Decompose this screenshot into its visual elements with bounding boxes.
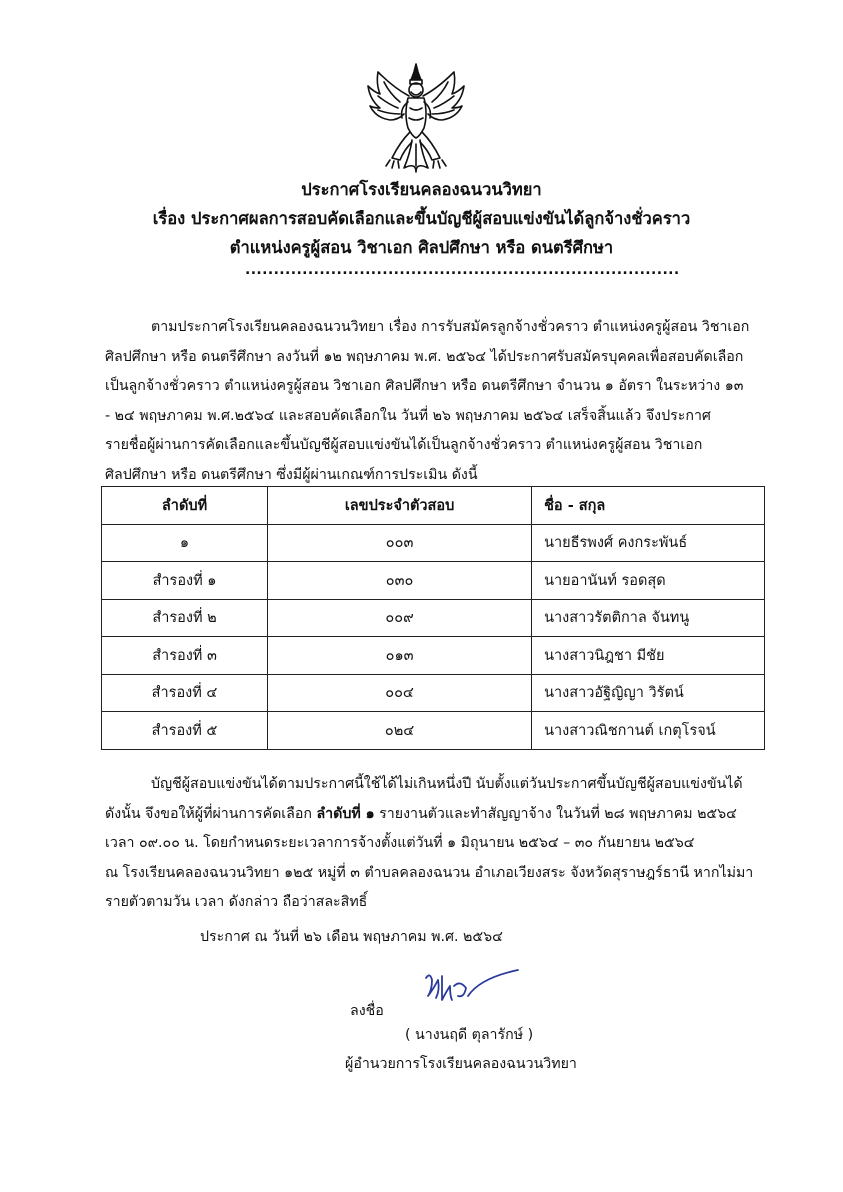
column-header-rank: ลำดับที่: [102, 487, 268, 525]
announcement-subject: เรื่อง ประกาศผลการสอบคัดเลือกและขึ้นบัญชีผู้สอบแข่งขันได้ลูกจ้างชั่วคราว: [152, 209, 691, 228]
cell-name: นายอานันท์ รอดสุด: [532, 562, 765, 600]
cell-name: นายธีรพงศ์ คงกระพันธ์: [532, 524, 765, 562]
results-table: [101, 486, 765, 750]
announcement-position: ตำแหน่งครูผู้สอน วิชาเอก ศิลปศึกษา หรือ ดนตรีศึกษา: [229, 238, 614, 257]
intro-line: รายชื่อผู้ผ่านการคัดเลือกและขึ้นบัญชีผู้สอบแข่งขันได้เป็นลูกจ้างชั่วคราว ตำแหน่งครูผู้สอน วิชาเอก: [105, 437, 703, 453]
closing-line: บัญชีผู้สอบแข่งขันได้ตามประกาศนี้ใช้ได้ไม่เกินหนึ่งปี นับตั้งแต่วันประกาศขึ้นบัญชีผู้สอบแข่งขันได้: [151, 776, 743, 792]
announce-date: ประกาศ ณ วันที่ ๒๖ เดือน พฤษภาคม พ.ศ. ๒๕๖๔: [200, 929, 503, 945]
garuda-emblem-icon: [364, 62, 468, 174]
closing-line: รายตัวตามวัน เวลา ดังกล่าว ถือว่าสละสิทธิ์: [105, 894, 368, 910]
intro-paragraph: [105, 313, 765, 490]
cell-rank: สำรองที่ ๑: [102, 562, 268, 600]
closing-line: [105, 800, 765, 830]
cell-exam-id: ๐๓๐: [268, 562, 532, 600]
column-header-name: ชื่อ - สกุล: [532, 487, 765, 525]
cell-name: นางสาวรัตติกาล จันทนู: [532, 599, 765, 637]
cell-exam-id: ๐๐๔: [268, 674, 532, 712]
intro-line: ศิลปศึกษา หรือ ดนตรีศึกษา ซึ่งมีผู้ผ่านเกณฑ์การประเมิน ดังนี้: [105, 466, 478, 483]
table-row: [102, 524, 765, 562]
signature-label: ลงชื่อ: [350, 1003, 384, 1019]
cell-rank: สำรองที่ ๒: [102, 599, 268, 637]
header-divider: ............................................................................: [245, 262, 680, 278]
table-row: [102, 599, 765, 637]
signer-name: ( นางนฤดี ตุลารักษ์ ): [405, 1027, 534, 1043]
closing-paragraph: [105, 770, 765, 918]
cell-exam-id: ๐๒๔: [268, 712, 532, 750]
closing-line: เวลา ๐๙.๐๐ น. โดยกำหนดระยะเวลาการจ้างตั้งแต่วันที่ ๑ มิถุนายน ๒๕๖๔ – ๓๐ กันยายน ๒๕๖๔: [105, 835, 695, 851]
cell-exam-id: ๐๑๓: [268, 637, 532, 675]
cell-rank: สำรองที่ ๔: [102, 674, 268, 712]
table-header-row: [102, 487, 765, 525]
table-row: [102, 637, 765, 675]
signer-position: ผู้อำนวยการโรงเรียนคลองฉนวนวิทยา: [345, 1056, 577, 1072]
cell-rank: สำรองที่ ๕: [102, 712, 268, 750]
intro-line: ศิลปศึกษา หรือ ดนตรีศึกษา ลงวันที่ ๑๒ พฤษภาคม พ.ศ. ๒๕๖๔ ได้ประกาศรับสมัครบุคคลเพื่อสอบคัดเลือก: [105, 348, 744, 365]
table-row: [102, 674, 765, 712]
cell-name: นางสาวณิชกานต์ เกตุโรจน์: [532, 712, 765, 750]
table-row: [102, 562, 765, 600]
closing-line: ณ โรงเรียนคลองฉนวนวิทยา ๑๒๕ หมู่ที่ ๓ ตำบลคลองฉนวน อำเภอเวียงสระ จังหวัดสุราษฎร์ธานี หากไม่มา: [105, 864, 754, 881]
cell-rank: สำรองที่ ๓: [102, 637, 268, 675]
cell-rank: ๑: [102, 524, 268, 562]
column-header-exam-id: เลขประจำตัวสอบ: [268, 487, 532, 525]
closing-rank-emphasis: ลำดับที่ ๑: [316, 805, 375, 822]
cell-exam-id: ๐๐๓: [268, 524, 532, 562]
intro-line: เป็นลูกจ้างชั่วคราว ตำแหน่งครูผู้สอน วิชาเอก ศิลปศึกษา หรือ ดนตรีศึกษา จำนวน ๑ อัตรา ในระหว่าง ๑๓: [105, 378, 744, 394]
table-row: [102, 712, 765, 750]
handwritten-signature-icon: [420, 966, 520, 1008]
closing-text: รายงานตัวและทำสัญญาจ้าง ในวันที่ ๒๘ พฤษภาคม ๒๕๖๔: [374, 805, 737, 822]
cell-name: นางสาวอัฐิญิญา วิรัตน์: [532, 674, 765, 712]
announcement-title: ประกาศโรงเรียนคลองฉนวนวิทยา: [301, 180, 542, 199]
intro-line: - ๒๔ พฤษภาคม พ.ศ.๒๕๖๔ และสอบคัดเลือกใน วันที่ ๒๖ พฤษภาคม ๒๕๖๔ เสร็จสิ้นแล้ว จึงประกาศ: [105, 407, 711, 424]
cell-exam-id: ๐๐๙: [268, 599, 532, 637]
cell-name: นางสาวนิฎชา มีชัย: [532, 637, 765, 675]
closing-text: ดังนั้น จึงขอให้ผู้ที่ผ่านการคัดเลือก: [105, 805, 317, 822]
intro-line: ตามประกาศโรงเรียนคลองฉนวนวิทยา เรื่อง การรับสมัครลูกจ้างชั่วคราว ตำแหน่งครูผู้สอน วิชาเอก: [151, 319, 750, 335]
